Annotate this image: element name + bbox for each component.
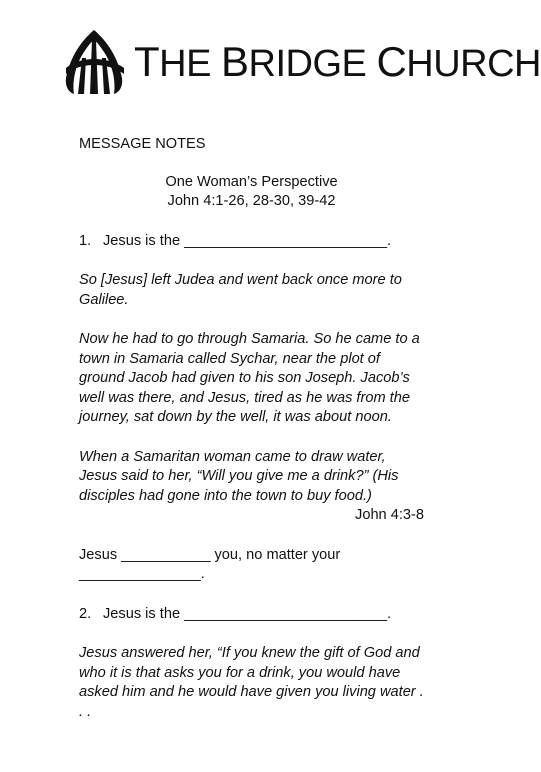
- message-notes: [79, 135, 424, 742]
- church-header: [62, 28, 541, 100]
- point-2: [79, 605, 424, 625]
- point-1-text: Jesus is the _________________________.: [103, 232, 392, 249]
- sermon-title-block: [79, 173, 424, 212]
- point-2-number: 2.: [79, 605, 92, 622]
- point-1-number: 1.: [79, 232, 92, 249]
- scripture-passage-2: Now he had to go through Samaria. So he came to a town in Samaria called Sychar, near the plot of ground Jacob had given to his son Joseph. Jacob’s well was there, and Jesus, tired as he was from the journey, sat down by the well, it was about noon.: [79, 331, 420, 425]
- scripture-passage-1: So [Jesus] left Judea and went back once more to Galilee.: [79, 272, 402, 308]
- scripture-passage-4: Jesus answered her, “If you knew the gift of God and who it is that asks you for a drink, you would have asked him and he would have given you living water . . .: [79, 645, 424, 720]
- scripture-reference: John 4:3-8: [355, 507, 424, 523]
- fill-in-blank: Jesus ___________ you, no matter your _______________.: [79, 546, 341, 582]
- section-label: MESSAGE NOTES: [79, 136, 206, 152]
- point-1: [79, 232, 424, 252]
- sermon-title: One Woman’s Perspective: [165, 173, 338, 190]
- sermon-reference: John 4:1-26, 28-30, 39-42: [167, 193, 336, 209]
- bridge-logo-icon: [62, 28, 126, 96]
- point-2-text: Jesus is the _________________________.: [103, 605, 392, 622]
- scripture-passage-3: When a Samaritan woman came to draw water, Jesus said to her, “Will you give me a drink?” (His disciples had gone into the town to buy food.): [79, 448, 399, 504]
- church-name: THE BRIDGE CHURCH: [134, 38, 541, 85]
